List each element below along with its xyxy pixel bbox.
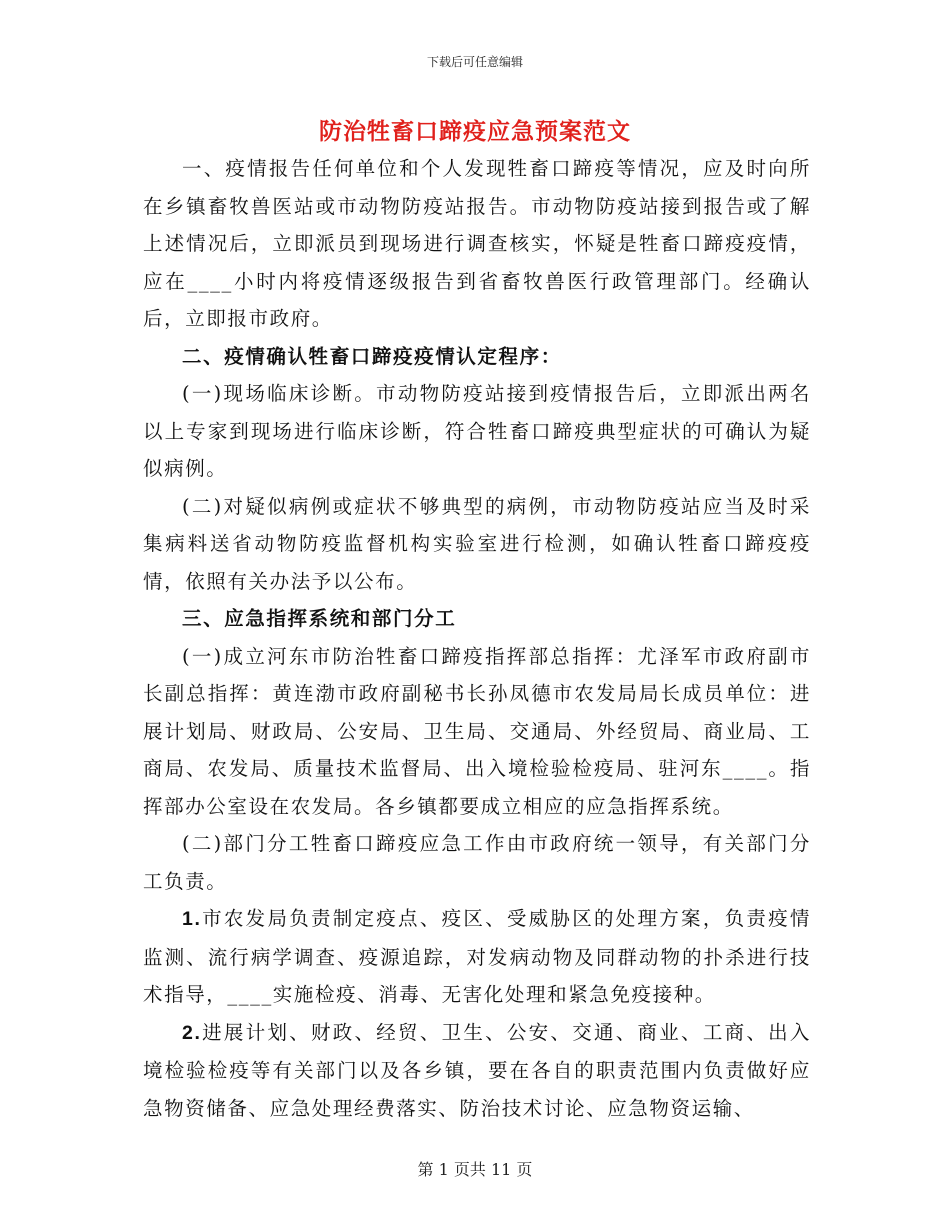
paragraph-lab-testing: [143, 488, 811, 601]
paragraph-text: 进展计划、财政、经贸、卫生、公安、交通、商业、工商、出入境检验检疫等有关部门以及各乡镇，要在各自的职责范围内负责做好应急物资储备、应急处理经费落实、防治技术讨论、应急物资运输、: [143, 1020, 811, 1120]
paragraph-epidemic-report: [143, 150, 811, 338]
paragraph-item-2: [143, 1014, 811, 1128]
paragraph-text: (一)现场临床诊断。市动物防疫站接到疫情报告后，立即派出两名以上专家到现场进行临床诊断，符合牲畜口蹄疫典型症状的可确认为疑似病例。: [143, 382, 811, 480]
paragraph-clinical-diagnosis: [143, 375, 811, 488]
paragraph-item-1: [143, 900, 811, 1014]
paragraph-text: (二)部门分工牲畜口蹄疫应急工作由市政府统一领导，有关部门分工负责。: [143, 832, 811, 893]
item-number: 1.: [182, 908, 202, 930]
item-number: 2.: [182, 1021, 202, 1044]
page-header-note: 下载后可任意编辑: [426, 55, 523, 69]
heading-text: 三、应急指挥系统和部门分工: [182, 607, 457, 630]
heading-text: 二、疫情确认牲畜口蹄疫疫情认定程序：: [182, 344, 562, 368]
paragraph-text: 一、疫情报告任何单位和个人发现牲畜口蹄疫等情况，应及时向所在乡镇畜牧兽医站或市动物防疫站报告。市动物防疫站接到报告或了解上述情况后，立即派员到现场进行调查核实，怀疑是牲畜口蹄疫疫情，应在____小时内将疫情逐级报告到省畜牧兽医行政管理部门。经确认后，立即报市政府。: [143, 157, 811, 330]
paragraph-command-headquarters: [143, 638, 811, 826]
paragraph-division-of-labor: [143, 825, 811, 900]
heading-epidemic-confirmation: [143, 338, 811, 376]
paragraph-text: (一)成立河东市防治牲畜口蹄疫指挥部总指挥：尤泽军市政府副市长副总指挥：黄连渤市政府副秘书长孙凤德市农发局局长成员单位：进展计划局、财政局、公安局、卫生局、交通局、外经贸局、商业局、工商局、农发局、质量技术监督局、出入境检验检疫局、驻河东____。指挥部办公室设在农发局。各乡镇都要成立相应的应急指挥系统。: [143, 644, 811, 818]
document-body: [143, 150, 811, 1127]
heading-command-system: [143, 600, 811, 638]
paragraph-text: (二)对疑似病例或症状不够典型的病例，市动物防疫站应当及时采集病料送省动物防疫监督机构实验室进行检测，如确认牲畜口蹄疫疫情，依照有关办法予以公布。: [143, 494, 811, 593]
document-title: 防治牲畜口蹄疫应急预案范文: [319, 118, 631, 145]
page-footer-page-number: 第 1 页共 11 页: [417, 1160, 533, 1179]
paragraph-text: 市农发局负责制定疫点、疫区、受威胁区的处理方案，负责疫情监测、流行病学调查、疫源追踪，对发病动物及同群动物的扑杀进行技术指导，____实施检疫、消毒、无害化处理和紧急免疫接种。: [143, 907, 811, 1006]
